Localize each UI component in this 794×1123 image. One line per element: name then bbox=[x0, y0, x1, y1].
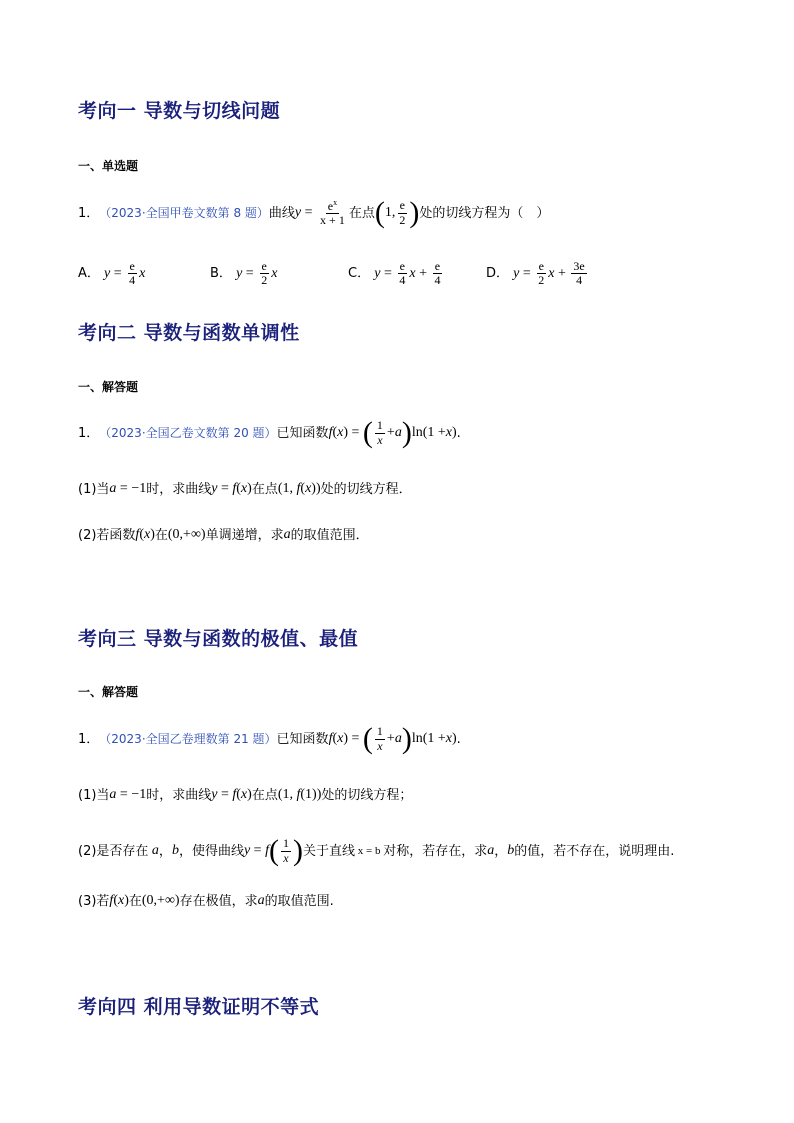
section-title-1: 考向一 导数与切线问题 bbox=[78, 100, 281, 122]
question-text: 处的切线方程为（ ） bbox=[419, 205, 550, 221]
question-end: . bbox=[456, 731, 461, 747]
part-text: (2)是否存在 bbox=[78, 843, 149, 859]
option-a[interactable]: A． y = $\frac{e}{4}$ x bbox=[78, 259, 146, 288]
part-text: 在 bbox=[128, 893, 142, 909]
question-2-1-part-1: (1)当 a = −1 时，求曲线 y = f ( x ) 在点 (1, f ( x )) 处的切线方程． bbox=[78, 481, 412, 497]
question-3-1-part-3: (3)若 f ( x ) 在 (0,+∞) 存在极值，求 a 的取值范围. bbox=[78, 893, 334, 909]
question-number: 1． bbox=[78, 425, 100, 441]
question-source: （2023·全国乙卷文数第 20 题） bbox=[99, 426, 277, 440]
part-text: 存在极值，求 bbox=[179, 893, 258, 909]
question-2-1: 1． （2023·全国乙卷文数第 20 题） 已知函数 f ( x ) = ( $\frac{1}{x}$ + a ) ln(1 + x ) . bbox=[78, 416, 461, 449]
part-text: 时，求曲线 bbox=[146, 787, 212, 803]
part-text: 的值，若不存在，说明理由. bbox=[514, 843, 675, 859]
question-2-1-part-2: (2)若函数 f ( x ) 在 (0,+∞) 单调递增，求 a 的取值范围． bbox=[78, 527, 369, 543]
question-1-1: 1． （2023·全国甲卷文数第 8 题） 曲线 y = $\frac{e^x}{x + 1}$ 在点 ( 1, $\frac{e}{2}$ ) 处的切线方程为（ ） bbox=[78, 196, 550, 229]
section-title-2: 考向二 导数与函数单调性 bbox=[78, 322, 300, 344]
part-text: (3)若 bbox=[78, 893, 110, 909]
question-number: 1． bbox=[78, 205, 100, 221]
option-label: B． bbox=[210, 266, 232, 282]
option-c[interactable]: C． y = $\frac{e}{4}$ x + $\frac{e}{4}$ bbox=[348, 259, 441, 288]
part-text: 在点 bbox=[251, 481, 278, 497]
section-subtitle-3: 一、解答题 bbox=[78, 685, 139, 699]
question-text: 已知函数 bbox=[276, 425, 329, 441]
part-text: (1)当 bbox=[78, 481, 110, 497]
part-text: ， bbox=[158, 843, 172, 859]
section-subtitle-2: 一、解答题 bbox=[78, 380, 139, 394]
part-text: ， bbox=[494, 843, 508, 859]
part-text: 处的切线方程． bbox=[320, 481, 412, 497]
question-3-1-part-1: (1)当 a = −1 时，求曲线 y = f ( x ) 在点 (1, f (1)) 处的切线方程； bbox=[78, 787, 413, 803]
option-label: D． bbox=[486, 266, 510, 282]
part-text: (1)当 bbox=[78, 787, 110, 803]
section-subtitle-1: 一、单选题 bbox=[78, 159, 139, 173]
part-text: 的取值范围． bbox=[290, 527, 369, 543]
part-text: 在 bbox=[154, 527, 168, 543]
question-end: . bbox=[456, 425, 461, 441]
question-text: 已知函数 bbox=[276, 731, 329, 747]
math-fraction: $\frac{e^x}{x + 1}$ bbox=[320, 197, 345, 227]
question-3-1-part-2: (2)是否存在 a ， b ，使得曲线 y = f ( $\frac{1}{x}$ ) 关于直线 x = b 对称，若存在，求 a ， b 的值，若不存在，说明理由. bbox=[78, 834, 675, 867]
part-text: 处的切线方程； bbox=[321, 787, 413, 803]
part-text: 对称，若存在，求 bbox=[383, 843, 488, 859]
part-text: 时，求曲线 bbox=[146, 481, 212, 497]
option-d[interactable]: D． y = $\frac{e}{2}$ x + $\frac{3e}{4}$ bbox=[486, 259, 585, 288]
option-label: C． bbox=[348, 266, 371, 282]
part-text: 的取值范围. bbox=[264, 893, 334, 909]
part-text: 在点 bbox=[251, 787, 278, 803]
question-text: 曲线 bbox=[268, 205, 295, 221]
part-text: (2)若函数 bbox=[78, 527, 136, 543]
part-text: ，使得曲线 bbox=[178, 843, 244, 859]
question-3-1: 1． （2023·全国乙卷理数第 21 题） 已知函数 f ( x ) = ( $\frac{1}{x}$ + a ) ln(1 + x ) . bbox=[78, 722, 461, 755]
section-title-4: 考向四 利用导数证明不等式 bbox=[78, 996, 320, 1018]
question-source: （2023·全国甲卷文数第 8 题） bbox=[99, 206, 269, 220]
option-label: A． bbox=[78, 266, 100, 282]
part-text: 单调递增，求 bbox=[205, 527, 284, 543]
question-number: 1． bbox=[78, 731, 100, 747]
question-source: （2023·全国乙卷理数第 21 题） bbox=[99, 732, 277, 746]
section-title-3: 考向三 导数与函数的极值、最值 bbox=[78, 628, 359, 650]
math-expr: y bbox=[294, 205, 302, 220]
part-text: 关于直线 bbox=[302, 843, 355, 859]
option-b[interactable]: B． y = $\frac{e}{2}$ x bbox=[210, 259, 278, 288]
question-text: 在点 bbox=[348, 205, 375, 221]
